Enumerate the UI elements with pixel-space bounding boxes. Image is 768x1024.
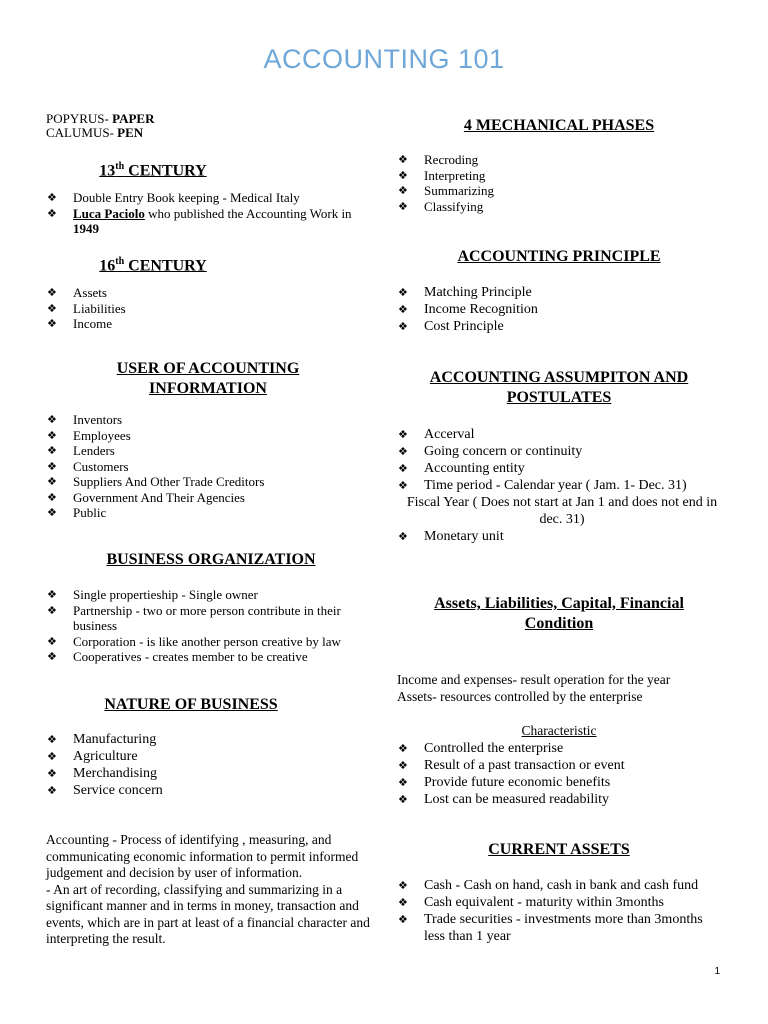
- heading-business-organization: BUSINESS ORGANIZATION: [106, 551, 316, 568]
- heading-16th-century: 16th CENTURY: [99, 256, 207, 275]
- list-nature-of-business: [46, 731, 368, 799]
- list-item: ❖ Manufacturing: [46, 731, 368, 748]
- list-item: ❖ Agriculture: [46, 748, 368, 765]
- heading-mechanical-phases: 4 MECHANICAL PHASES: [463, 117, 655, 134]
- intro-line-paper: POPYRUS- PAPER: [46, 111, 155, 126]
- list-item: ❖ Liabilities: [46, 301, 368, 317]
- accounting-definition: [46, 832, 372, 948]
- list-item: ❖ Cost Principle: [397, 318, 727, 335]
- list-item: ❖ Recroding: [397, 152, 727, 168]
- list-item: ❖ Partnership - two or more person contribute in their business: [46, 603, 368, 634]
- definition-paragraph: Accounting - Process of identifying , measuring, and communicating economic information to permit informed judgement and decision by user of information.: [46, 832, 359, 880]
- list-item: ❖ Suppliers And Other Trade Creditors: [46, 474, 368, 490]
- list-mechanical-phases: [397, 152, 727, 214]
- list-users: [46, 412, 368, 521]
- list-item: ❖ Assets: [46, 285, 368, 301]
- list-item: ❖ Going concern or continuity: [397, 443, 727, 460]
- list-item: ❖ Government And Their Agencies: [46, 490, 368, 506]
- list-item: ❖ Cooperatives - creates member to be creative: [46, 649, 368, 665]
- characteristic-heading: Characteristic: [521, 723, 597, 738]
- list-item: ❖ Lenders: [46, 443, 368, 459]
- list-item: ❖ Income Recognition: [397, 301, 727, 318]
- heading-users: USER OF ACCOUNTING INFORMATION: [116, 360, 300, 397]
- heading-assumptions: ACCOUNTING ASSUMPITON AND POSTULATES: [429, 369, 689, 406]
- list-13th-century: [46, 190, 368, 237]
- list-item: ❖ Summarizing: [397, 183, 727, 199]
- list-assumptions: [397, 426, 727, 545]
- list-item: ❖ Income: [46, 316, 368, 332]
- list-item: ❖ Time period - Calendar year ( Jam. 1- Dec. 31): [397, 477, 727, 494]
- page-number: 1: [714, 966, 720, 977]
- intro-line-pen: CALUMUS- PEN: [46, 125, 144, 140]
- list-item: ❖ Double Entry Book keeping - Medical Italy: [46, 190, 368, 206]
- list-characteristics: [397, 740, 727, 808]
- list-item: ❖ Cash equivalent - maturity within 3months: [397, 894, 707, 911]
- list-item: ❖ Single propertieship - Single owner: [46, 587, 368, 603]
- alc-line: Assets- resources controlled by the enterprise: [397, 688, 643, 704]
- list-item: ❖ Employees: [46, 428, 368, 444]
- list-item: ❖ Trade securities - investments more than 3months less than 1 year: [397, 911, 707, 945]
- list-item: ❖ Corporation - is like another person creative by law: [46, 634, 368, 650]
- list-item: ❖ Controlled the enterprise: [397, 740, 727, 757]
- document-title: ACCOUNTING 101: [263, 44, 505, 74]
- list-item: ❖ Service concern: [46, 782, 368, 799]
- fiscal-year-note: Fiscal Year ( Does not start at Jan 1 and does not end in dec. 31): [406, 495, 718, 527]
- heading-assets-liabilities: Assets, Liabilities, Capital, Financial Condition: [434, 595, 684, 632]
- list-item: ❖ Customers: [46, 459, 368, 475]
- list-item: ❖ Public: [46, 505, 368, 521]
- heading-accounting-principle: ACCOUNTING PRINCIPLE: [457, 248, 661, 265]
- list-item: ❖ Cash - Cash on hand, cash in bank and cash fund: [397, 877, 707, 894]
- list-item: ❖ Luca Paciolo who published the Accounting Work in 1949: [46, 206, 368, 237]
- list-16th-century: [46, 285, 368, 332]
- list-current-assets: [397, 877, 707, 945]
- list-item: ❖ Lost can be measured readability: [397, 791, 727, 808]
- alc-description: [397, 672, 737, 705]
- list-business-organization: [46, 587, 368, 665]
- heading-13th-century: 13th CENTURY: [99, 161, 207, 180]
- definition-paragraph: - An art of recording, classifying and summarizing in a significant manner and in terms in money, transaction and events, which are in part at least of a financial character and interpreting the result.: [46, 881, 370, 946]
- list-item: ❖ Accounting entity: [397, 460, 727, 477]
- alc-line: Income and expenses- result operation for the year: [397, 672, 671, 687]
- list-item: ❖ Provide future economic benefits: [397, 774, 727, 791]
- list-item: ❖ Merchandising: [46, 765, 368, 782]
- list-item: ❖ Matching Principle: [397, 284, 727, 301]
- heading-current-assets: CURRENT ASSETS: [488, 841, 630, 858]
- list-item: ❖ Accerval: [397, 426, 727, 443]
- list-item: ❖ Classifying: [397, 199, 727, 215]
- list-accounting-principle: [397, 284, 727, 335]
- heading-nature-of-business: NATURE OF BUSINESS: [104, 696, 278, 713]
- list-item: ❖ Monetary unit: [397, 528, 727, 545]
- list-item: ❖ Result of a past transaction or event: [397, 757, 727, 774]
- intro-block: [46, 112, 376, 140]
- list-item: ❖ Interpreting: [397, 168, 727, 184]
- list-item: ❖ Inventors: [46, 412, 368, 428]
